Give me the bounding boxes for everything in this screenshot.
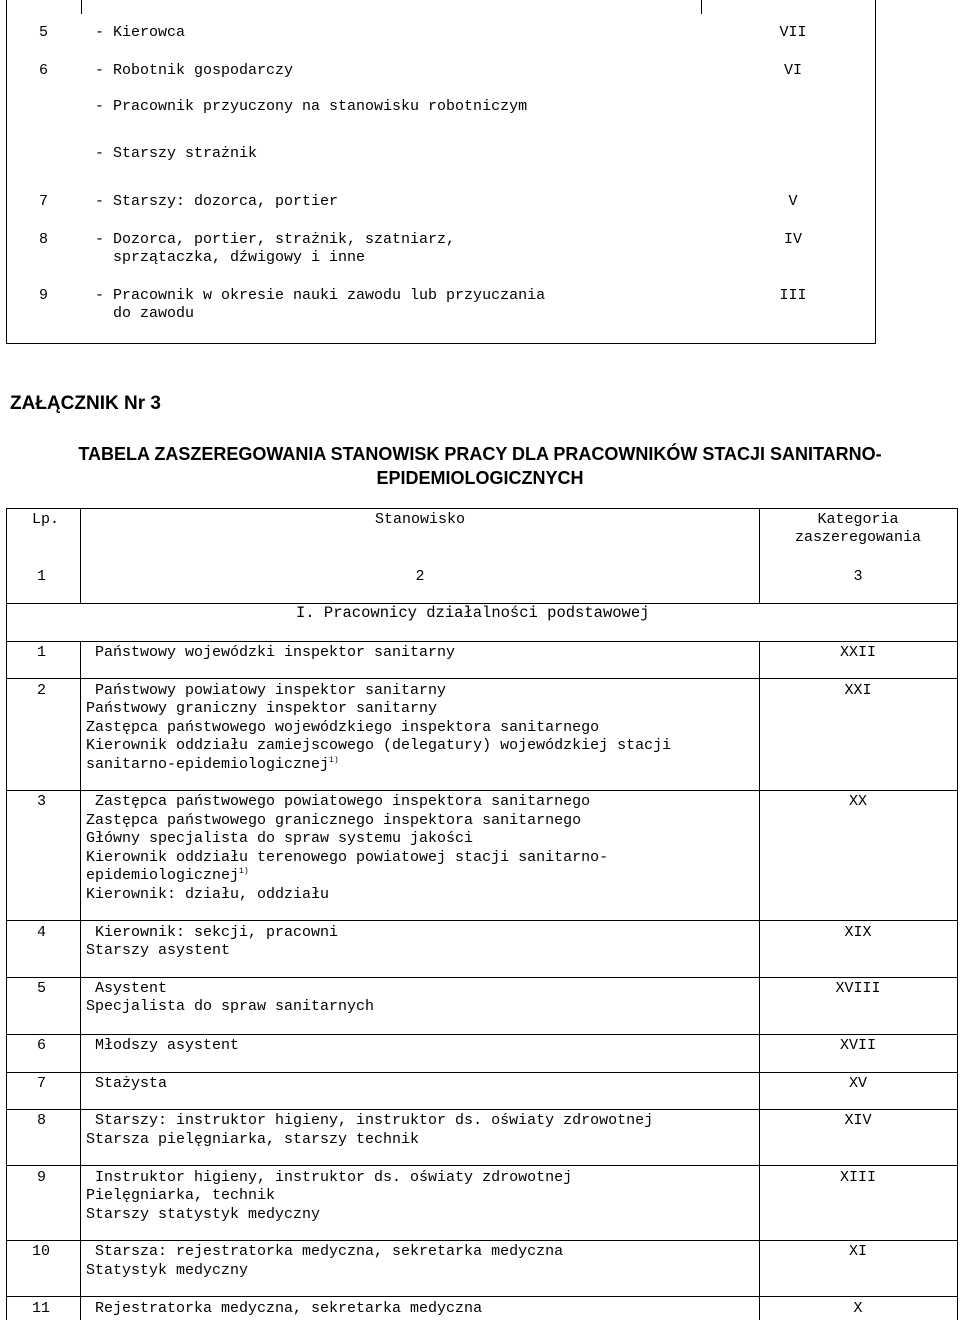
- row-position: Kierownik oddziału terenowego powiatowej stacji sanitarno-: [86, 849, 609, 866]
- row-position: Starsza: rejestratorka medyczna, sekretarka medyczna: [86, 1243, 564, 1260]
- row-position: Kierownik: sekcji, pracowni: [86, 924, 339, 941]
- header-category: Kategoria: [817, 511, 899, 528]
- row-divider: [6, 1165, 958, 1166]
- row-number: 8: [37, 1112, 47, 1129]
- header-lp: Lp.: [32, 511, 60, 528]
- header-position: Stanowisko: [374, 511, 465, 528]
- row-position: Kierownik: działu, oddziału: [86, 886, 330, 903]
- row-number: 10: [32, 1243, 51, 1260]
- row-divider: [6, 1072, 958, 1073]
- row-position: Zastępca państwowego granicznego inspektora sanitarnego: [86, 812, 582, 829]
- row-number: 6: [37, 1037, 47, 1054]
- row-number: 4: [37, 924, 47, 941]
- row-position: Główny specjalista do spraw systemu jakości: [86, 830, 474, 847]
- row-divider: [6, 790, 958, 791]
- row-divider: [6, 977, 958, 978]
- row-category: IV: [783, 231, 802, 248]
- row-position: Kierownik oddziału zamiejscowego (delegatury) wojewódzkiej stacji: [86, 737, 672, 754]
- row-divider: [6, 678, 958, 679]
- footnote-mark: 1): [329, 756, 339, 765]
- row-number: 7: [39, 193, 49, 210]
- row-position: Starszy: instruktor higieny, instruktor ds. oświaty zdrowotnej: [86, 1112, 654, 1129]
- column-number: 2: [415, 568, 425, 585]
- row-category: XIX: [844, 924, 872, 941]
- row-number: 2: [37, 682, 47, 699]
- row-category: XIV: [844, 1112, 872, 1129]
- row-divider: [6, 1240, 958, 1241]
- row-number: 6: [39, 62, 49, 79]
- row-category: VII: [779, 24, 807, 41]
- row-category: XI: [848, 1243, 867, 1260]
- row-category: III: [779, 287, 807, 304]
- column-number: 3: [853, 568, 863, 585]
- row-position: - Starszy strażnik: [95, 145, 258, 162]
- row-position: Państwowy powiatowy inspektor sanitarny: [86, 682, 447, 699]
- row-number: 5: [39, 24, 49, 41]
- row-position: - Pracownik przyuczony na stanowisku robotniczym: [95, 98, 528, 115]
- table-title-line: TABELA ZASZEREGOWANIA STANOWISK PRACY DLA PRACOWNIKÓW STACJI SANITARNO-: [78, 444, 882, 464]
- row-position: Asystent: [86, 980, 168, 997]
- row-position: Państwowy wojewódzki inspektor sanitarny: [86, 644, 456, 661]
- row-divider: [6, 920, 958, 921]
- table-title-line: EPIDEMIOLOGICZNYCH: [376, 468, 584, 488]
- column-divider: [81, 0, 82, 14]
- row-position: Specjalista do spraw sanitarnych: [86, 998, 375, 1015]
- row-position: Zastępca państwowego wojewódzkiego inspektora sanitarnego: [86, 719, 600, 736]
- row-position: - Kierowca: [95, 24, 186, 41]
- row-position: Statystyk medyczny: [86, 1262, 249, 1279]
- row-category: XXI: [844, 682, 872, 699]
- row-position: - Dozorca, portier, strażnik, szatniarz,: [95, 231, 456, 248]
- row-position-text: epidemiologicznej: [86, 867, 240, 884]
- row-number: 1: [37, 644, 47, 661]
- row-position: Starszy statystyk medyczny: [86, 1206, 321, 1223]
- row-number: 11: [32, 1300, 51, 1317]
- section-title: I. Pracownicy działalności podstawowej: [296, 604, 650, 622]
- table-border: [6, 508, 7, 1320]
- row-position: [86, 867, 249, 886]
- column-number: 1: [37, 568, 47, 585]
- row-category: V: [788, 193, 798, 210]
- row-number: 9: [39, 287, 49, 304]
- row-position: Państwowy graniczny inspektor sanitarny: [86, 700, 438, 717]
- table-border: [957, 508, 958, 1320]
- row-category: XX: [848, 793, 867, 810]
- row-position: do zawodu: [95, 305, 195, 322]
- row-category: VI: [783, 62, 802, 79]
- column-divider: [701, 0, 702, 14]
- row-category: XXII: [839, 644, 876, 661]
- row-number: 5: [37, 980, 47, 997]
- row-divider: [6, 1034, 958, 1035]
- row-position: Instruktor higieny, instruktor ds. oświaty zdrowotnej: [86, 1169, 573, 1186]
- annex-title: ZAŁĄCZNIK Nr 3: [10, 393, 161, 414]
- footnote-mark: 1): [239, 867, 249, 876]
- row-category: XVIII: [835, 980, 881, 997]
- row-divider: [6, 508, 958, 509]
- row-position: - Starszy: dozorca, portier: [95, 193, 339, 210]
- row-position: Pielęgniarka, technik: [86, 1187, 276, 1204]
- header-category: zaszeregowania: [794, 529, 922, 546]
- row-number: 8: [39, 231, 49, 248]
- row-position: Młodszy asystent: [86, 1037, 240, 1054]
- row-category: X: [853, 1300, 863, 1317]
- classification-table: [6, 508, 958, 1320]
- row-position: Starszy asystent: [86, 942, 231, 959]
- row-divider: [6, 641, 958, 642]
- row-category: XIII: [839, 1169, 876, 1186]
- row-number: 3: [37, 793, 47, 810]
- row-position: Zastępca państwowego powiatowego inspektora sanitarnego: [86, 793, 591, 810]
- row-position: Rejestratorka medyczna, sekretarka medyczna: [86, 1300, 483, 1317]
- row-position-text: sanitarno-epidemiologicznej: [86, 756, 330, 773]
- row-position: Starsza pielęgniarka, starszy technik: [86, 1131, 420, 1148]
- row-position: Stażysta: [86, 1075, 168, 1092]
- column-divider: [80, 641, 81, 1320]
- row-position: [86, 756, 339, 775]
- row-category: XVII: [839, 1037, 876, 1054]
- row-position: sprzątaczka, dźwigowy i inne: [95, 249, 366, 266]
- row-category: XV: [848, 1075, 867, 1092]
- continued-table: [6, 0, 876, 344]
- row-number: 7: [37, 1075, 47, 1092]
- row-number: 9: [37, 1169, 47, 1186]
- row-divider: [6, 1109, 958, 1110]
- row-divider: [6, 1296, 958, 1297]
- table-title: [0, 442, 960, 490]
- row-position: - Pracownik w okresie nauki zawodu lub przyuczania: [95, 287, 546, 304]
- row-position: - Robotnik gospodarczy: [95, 62, 294, 79]
